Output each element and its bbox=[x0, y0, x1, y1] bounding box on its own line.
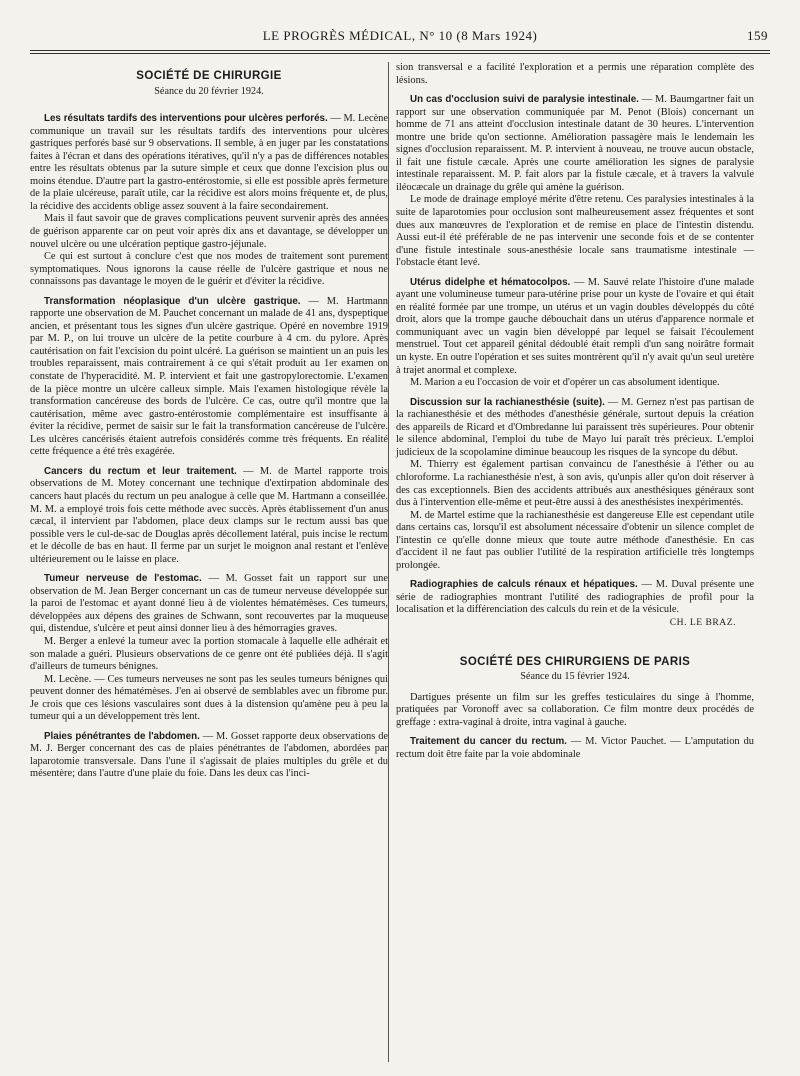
paragraph bbox=[396, 62, 754, 87]
header-rule-double bbox=[30, 53, 770, 54]
paragraph bbox=[30, 466, 388, 566]
run-in-heading: Discussion sur la rachianesthésie (suite). bbox=[410, 396, 605, 408]
paragraph-text: — M. Victor Pauchet. — L'amputation du rectum doit être faite par la voie abdominale bbox=[396, 736, 754, 760]
paragraph bbox=[396, 277, 754, 377]
paragraph bbox=[396, 579, 754, 617]
paragraph-text: — M. Gernez n'est pas partisan de la rachianesthésie et des méthodes d'anesthésie générale, surtout depuis la création des appareils de Ricard et d'Ombredanne lui paraissent très supérieures. Pour obtenir le silence abdominal, l'emploi du tube de Mayo lui paraît très précieux. L'emploi judicieux de la scopolamine diminue beaucoup les risques de la syncope du début. bbox=[396, 396, 754, 458]
paragraph bbox=[396, 736, 754, 761]
run-in-heading: Traitement du cancer du rectum. bbox=[410, 736, 567, 748]
paragraph bbox=[396, 377, 754, 390]
paragraph-text: M. Lecène. — Ces tumeurs nerveuses ne sont pas les seules tumeurs bénignes qui peuvent donner des hématémèses. J'en ai observé de semblables avec un fibrome pur. Je crois que ces lésions vasculaires sont dues à la distension qu'amène peu à peu la tumeur qui a un développement très lent. bbox=[30, 673, 388, 723]
paragraph bbox=[396, 194, 754, 269]
paragraph-text: sion transversal e a facilité l'exploration et a permis une réparation complète des lésions. bbox=[396, 62, 754, 86]
paragraph bbox=[30, 731, 388, 781]
paragraph bbox=[396, 459, 754, 509]
left-column bbox=[30, 62, 388, 781]
run-in-heading: Transformation néoplasique d'un ulcère gastrique. bbox=[44, 295, 301, 307]
run-in-heading: Tumeur nerveuse de l'estomac. bbox=[44, 573, 202, 585]
section-title: SOCIÉTÉ DE CHIRURGIE bbox=[136, 70, 282, 82]
running-header bbox=[30, 28, 770, 48]
paragraph-text: — M. Hartmann rapporte une observation de M. Pauchet concernant un malade de 41 ans, dyspeptique ancien, et présentant tous les signes d'un ulcère gastrique. Opéré en novembre 1919 par M. P., on lui trouve un ulcère de la petite courbure à 4 cm. du pylore. Après cautérisation on fait l'excision du point ulcéré. La guérison se maintient un an puis les troubles reparaissent, mais contrairement à ce qui s'était produit au 1er examen on constate de l'hyperacidité. M. P. intervient et fait une gastropylorectomie. L'examen de la pièce montre un ulcère calleux simple. Mais l'examen histologique révèle la transformation cancéreuse des bords de l'ulcère. Ce cas, outre qu'il montre que la cautérisation, même avec gastro-entérostomie complémentaire est insuffisante à éviter la récidive, permet de saisir sur le fait la transformation cancéreuse de l'ulcère. Les ulcères cancérisés étaient autrefois considérés comme très fréquents. En réalité cette fréquence a été très exagérée. bbox=[30, 295, 388, 458]
column-divider bbox=[388, 62, 389, 1062]
section2-date: Séance du 15 février 1924. bbox=[520, 671, 630, 683]
paragraph bbox=[396, 397, 754, 460]
section-date: Séance du 20 février 1924. bbox=[154, 85, 264, 97]
paragraph-text: — M. de Martel rapporte trois observations de M. Motey concernant une technique d'extirpation abdominale des cancers haut placés du rectum un peu analogue à celle que M. Hartmann a conseillée. M. M. a employé trois fois cette méthode avec succès. Après établissement d'un anus cæcal, il intervient par l'abdomen, place deux clamps sur le rectum aussi bas que possible vers le cul-de-sac de Douglas après décollement latéral, puis incise le rectum et le décolle de bas en haut. Il ferme par un surjet le moignon anal restant et l'enlève ultérieurement ou le laisse en place. bbox=[30, 465, 388, 565]
paragraph bbox=[30, 636, 388, 674]
run-in-heading: Les résultats tardifs des interventions pour ulcères perforés. bbox=[44, 113, 328, 125]
right-column bbox=[396, 62, 754, 761]
right-paragraphs-2 bbox=[396, 692, 754, 762]
paragraph-text: — M. Duval présente une série de radiographies montrant l'utilité des radiographies de profil pour la localisation et la différenciation des calculs du rein et de la vésicule. bbox=[396, 579, 755, 616]
run-in-heading: Radiographies de calculs rénaux et hépatiques. bbox=[410, 579, 638, 591]
run-in-heading: Utérus didelphe et hématocolpos. bbox=[410, 276, 571, 288]
paragraph bbox=[396, 692, 754, 730]
run-in-heading: Plaies pénétrantes de l'abdomen. bbox=[44, 730, 200, 742]
paragraph-text: M. de Martel estime que la rachianesthésie est dangereuse Elle est cependant utile dans certains cas, lorsqu'il est absolument nécessaire d'obtenir un silence complet de l'intestin ce qu'elle donne mieux que toute autre méthode d'anesthésie. En cas d'accident il ne faut pas oublier l'utilité de la respiration artificielle très longtemps prolongée. bbox=[396, 509, 754, 571]
paragraph bbox=[30, 251, 388, 289]
paragraph bbox=[30, 573, 388, 636]
run-in-heading: Cancers du rectum et leur traitement. bbox=[44, 465, 237, 477]
paragraph-text: Mais il faut savoir que de graves complications peuvent survenir après des années de guérison apparente car on peut voir après dix ans et davantage, se développer un nouvel ulcère ou une ulcération peptique gastro-jéjunale. bbox=[30, 213, 388, 250]
paragraph bbox=[30, 674, 388, 724]
section2-title: SOCIÉTÉ DES CHIRURGIENS DE PARIS bbox=[459, 655, 691, 668]
paragraph-text: M. Berger a enlevé la tumeur avec la portion stomacale à laquelle elle adhérait et son malade a guéri. Plusieurs observations de ce genre ont été publiées déjà. Il s'agit d'ailleurs de tumeurs bénignes. bbox=[30, 635, 388, 673]
journal-title: LE PROGRÈS MÉDICAL, N° 10 (8 Mars 1924) bbox=[262, 28, 538, 43]
left-paragraphs bbox=[30, 106, 388, 781]
paragraph bbox=[30, 113, 388, 213]
paragraph-text: — M. Sauvé relate l'histoire d'une malade ayant une volumineuse tumeur para-utérine prise pour un kyste de l'ovaire et qui était en réalité formée par une trompe, un utérus et un vagin doubles développés du côté droit, alors que la trompe gauche débouchait dans un utérus d'apparence normale et communiquant avec un vagin bien développé par lequel se faisait l'écoulement menstruel. Tout cet appareil génital dédoublé était rempli d'un sang noirâtre formait un kyste. En outre l'opération et ses suites montrèrent qu'il n'y avait qu'un seul uretère à trajet anormal et complexe. bbox=[396, 276, 754, 376]
page-number: 159 bbox=[747, 28, 768, 43]
paragraph bbox=[396, 510, 754, 573]
signature: CH. LE BRAZ. bbox=[669, 616, 736, 628]
paragraph-text: — M. Gosset fait un rapport sur une observation de M. Jean Berger concernant un cas de tumeur nerveuse développée sur la paroi de l'estomac et ayant donné lieu à de violentes hématémèses. Ces tumeurs, développées aux dépens des graines de Schwann, sont recouvertes par la muqueuse qui, distendue, s'ulcère et peut ainsi donner lieu à des hémorragies graves. bbox=[30, 573, 388, 635]
paragraph-text: — M. Baumgartner fait un rapport sur une observation communiquée par M. Penot (Blois) concernant un homme de 71 ans atteint d'occlusion intestinale datant de 30 heures. L'intervention montre une bride qu'on sectionne. Amélioration passagère mais le lendemain les signes d'occlusion reparaissent. M. P. intervient à nouveau, ne trouve aucun obstacle, il fait une fistule cæcale. Après une courte amélioration les signes de paralysie intestinale reparaissent. M. P. fait alors par la fistule cæcale, et à travers la valvule iléocæcale un drainage du grêle qui amène la guérison. bbox=[396, 94, 754, 193]
paragraph-text: Ce qui est surtout à conclure c'est que nos modes de traitement sont purement symptomatiques. Nous ignorons la cause réelle de l'ulcère gastrique et nous ne connaissons pas davantage le moyen de le guérir et d'éviter la récidive. bbox=[30, 251, 388, 288]
paragraph-text: M. Thierry est également partisan convaincu de l'anesthésie à l'éther ou au chloroforme. La rachianesthésie n'est, à son avis, qu'unpis aller qu'on doit réserver à des cas exceptionnels. Bien des accidents attribués aux anesthésiques généraux sont dus à l'intervention elle-même et peut-être aussi à des anesthésistes inexpérimentés. bbox=[396, 459, 754, 509]
paragraph-text: — M. Gosset rapporte deux observations de M. J. Berger concernant des cas de plaies pénétrantes de l'abdomen, abordées par laparotomie transversale. Dans l'une il s'agissait de plaies multiples du grêle et du mésentère; dans l'autre d'une plaie du foie. Dans les deux cas l'inci- bbox=[30, 730, 388, 780]
paragraph-text: Dartigues présente un film sur les greffes testiculaires du singe à l'homme, pratiquées par Voronoff avec sa collaboration. Ce film montre deux procédés de greffage : extra-vaginal à droite, intra vaginal à gauche. bbox=[396, 691, 754, 728]
paragraph-text: M. Marion a eu l'occasion de voir et d'opérer un cas absolument identique. bbox=[410, 377, 720, 389]
paragraph-text: Le mode de drainage employé mérite d'être retenu. Ces paralysies intestinales à la suite de laparotomies pour occlusion sont malheureusement assez fréquentes et sont dues aux manœuvres de l'exploration et de remise en place de l'intestin distendu. Aussi eut-il été préférable de ne pas intervenir une seconde fois et de se contenter d'une fistule intestinale sous-anesthésie locale sans traumatisme intestinale — l'obstacle étant levé. bbox=[396, 194, 754, 269]
paragraph bbox=[30, 296, 388, 459]
paragraph-text: — M. Lecène communique un travail sur les résultats tardifs des interventions pour ulcères gastriques perforés basé sur 9 observations. Il semble, à en juger par les constatations faites à l'écran et dans des opérations itératives, qu'il n'y a pas de différences notables entre les résultats obtenus par la suture simple et ceux que donne l'excision plus ou moins étendue. D'autre part la gastro-entérostomie, si elle est possible après fermeture de la plaie ulcéreuse, paraît utile, car la récidive est alors moins fréquente et, de plus, la récidive des accidents oblige assez souvent à la faire secondairement. bbox=[30, 113, 388, 212]
header-rule bbox=[30, 50, 770, 51]
run-in-heading: Un cas d'occlusion suivi de paralysie intestinale. bbox=[410, 94, 639, 106]
paragraph bbox=[30, 213, 388, 251]
paragraph bbox=[396, 94, 754, 194]
right-paragraphs bbox=[396, 62, 754, 617]
